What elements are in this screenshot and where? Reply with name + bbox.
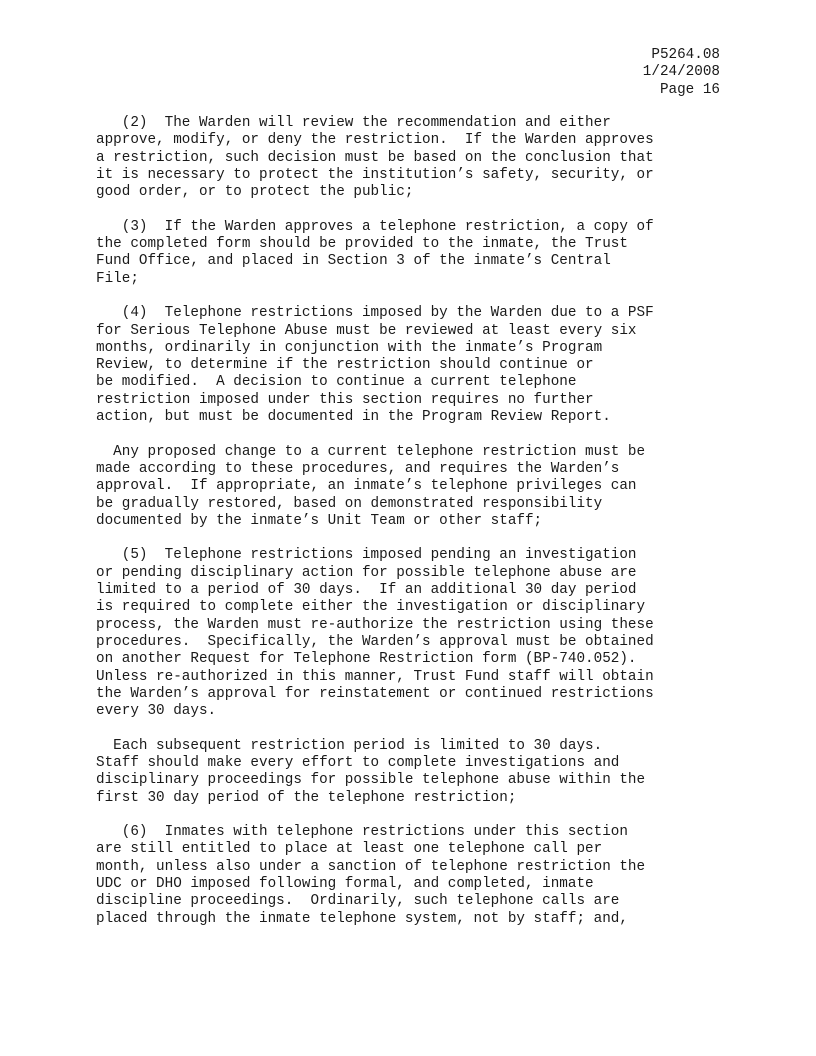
text-line: restriction imposed under this section requires no further bbox=[96, 391, 594, 408]
document-body bbox=[96, 115, 726, 945]
paragraph bbox=[96, 824, 726, 928]
paragraph bbox=[96, 738, 726, 807]
text-line: approval. If appropriate, an inmate’s telephone privileges can bbox=[96, 478, 637, 495]
text-line: discipline proceedings. Ordinarily, such telephone calls are bbox=[96, 893, 620, 910]
text-line: Review, to determine if the restriction should continue or bbox=[96, 357, 594, 374]
text-line: disciplinary proceedings for possible telephone abuse within the bbox=[96, 772, 646, 789]
text-line: placed through the inmate telephone system, not by staff; and, bbox=[96, 910, 628, 927]
text-line: the completed form should be provided to the inmate, the Trust bbox=[96, 236, 628, 253]
text-line: Any proposed change to a current telephone restriction must be bbox=[96, 443, 646, 460]
text-line: (2) The Warden will review the recommendation and either bbox=[96, 115, 611, 131]
text-line: (5) Telephone restrictions imposed pending an investigation bbox=[96, 547, 637, 564]
text-line: for Serious Telephone Abuse must be reviewed at least every six bbox=[96, 322, 637, 339]
text-line: be gradually restored, based on demonstrated responsibility bbox=[96, 495, 603, 512]
text-line: on another Request for Telephone Restriction form (BP-740.052). bbox=[96, 651, 637, 668]
text-line: or pending disciplinary action for possible telephone abuse are bbox=[96, 564, 637, 581]
paragraph bbox=[96, 219, 726, 288]
text-line: procedures. Specifically, the Warden’s approval must be obtained bbox=[96, 633, 654, 650]
text-line: are still entitled to place at least one telephone call per bbox=[96, 841, 603, 858]
text-line: File; bbox=[96, 270, 139, 287]
text-line: months, ordinarily in conjunction with the inmate’s Program bbox=[96, 339, 603, 356]
text-line: action, but must be documented in the Program Review Report. bbox=[96, 409, 611, 426]
text-line: it is necessary to protect the institution’s safety, security, or bbox=[96, 166, 654, 183]
text-line: a restriction, such decision must be based on the conclusion that bbox=[96, 149, 654, 166]
paragraph bbox=[96, 444, 726, 530]
text-line: Staff should make every effort to complete investigations and bbox=[96, 754, 620, 771]
text-line: approve, modify, or deny the restriction. If the Warden approves bbox=[96, 132, 654, 149]
text-line: (6) Inmates with telephone restrictions under this section bbox=[96, 824, 628, 841]
paragraph bbox=[96, 305, 726, 426]
text-line: Unless re-authorized in this manner, Trust Fund staff will obtain bbox=[96, 668, 654, 685]
text-line: documented by the inmate’s Unit Team or other staff; bbox=[96, 512, 543, 529]
text-line: process, the Warden must re-authorize the restriction using these bbox=[96, 616, 654, 633]
document-date: 1/24/2008 bbox=[642, 64, 720, 81]
text-line: (4) Telephone restrictions imposed by the Warden due to a PSF bbox=[96, 305, 654, 322]
text-line: first 30 day period of the telephone restriction; bbox=[96, 789, 517, 806]
text-line: be modified. A decision to continue a current telephone bbox=[96, 374, 577, 391]
page-number: Page 16 bbox=[659, 81, 720, 98]
text-line: good order, or to protect the public; bbox=[96, 184, 414, 201]
text-line: UDC or DHO imposed following formal, and completed, inmate bbox=[96, 876, 594, 893]
text-line: Each subsequent restriction period is limited to 30 days. bbox=[96, 737, 603, 754]
document-number: P5264.08 bbox=[651, 47, 720, 63]
text-line: made according to these procedures, and requires the Warden’s bbox=[96, 460, 620, 477]
text-line: (3) If the Warden approves a telephone restriction, a copy of bbox=[96, 218, 654, 235]
text-line: Fund Office, and placed in Section 3 of the inmate’s Central bbox=[96, 253, 611, 270]
paragraph bbox=[96, 115, 726, 201]
text-line: month, unless also under a sanction of telephone restriction the bbox=[96, 858, 646, 875]
text-line: the Warden’s approval for reinstatement or continued restrictions bbox=[96, 685, 654, 702]
paragraph bbox=[96, 547, 726, 720]
text-line: is required to complete either the investigation or disciplinary bbox=[96, 599, 646, 616]
text-line: limited to a period of 30 days. If an additional 30 day period bbox=[96, 582, 637, 599]
page-header bbox=[643, 47, 720, 99]
text-line: every 30 days. bbox=[96, 703, 217, 720]
